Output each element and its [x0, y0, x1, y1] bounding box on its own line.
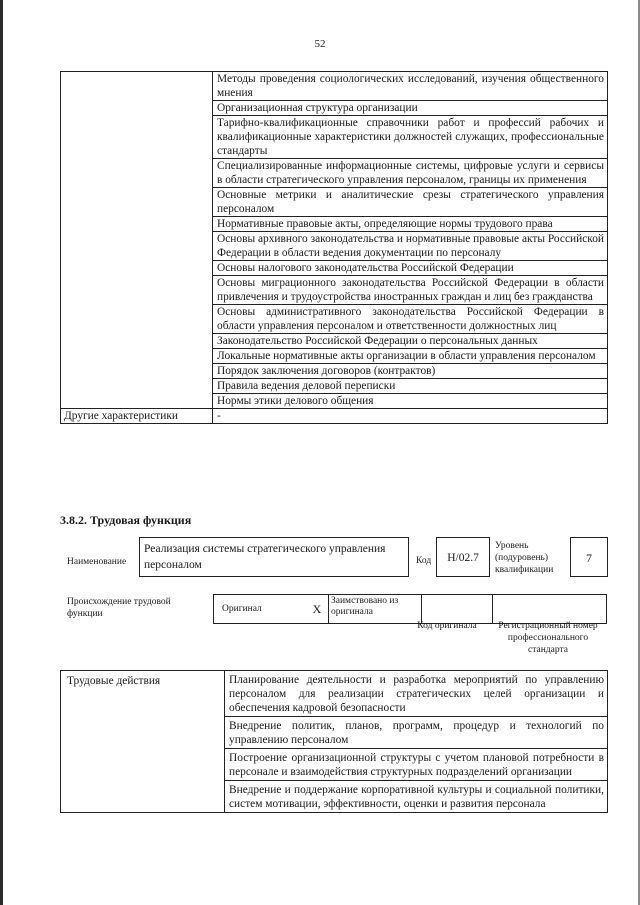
knowledge-item: Методы проведения социологических исследований, изучения общественного мнения	[213, 72, 608, 101]
function-origin-label: Происхождение трудовой функции	[67, 597, 171, 619]
knowledge-item: Порядок заключения договоров (контрактов)	[213, 364, 608, 379]
knowledge-item: Тарифно-квалификационные справочники работ и профессий рабочих и квалификационные характеристики должностей служащих, профессиональные стандарты	[213, 116, 608, 159]
labor-action-item: Внедрение и поддержание корпоративной культуры и социальной политики, систем мотивации, эффективности, оценки и развития персонала	[225, 781, 608, 813]
labor-action-item: Планирование деятельности и разработка мероприятий по управлению персоналом для реализации стратегических целей организации и обеспечения кадровой безопасности	[225, 671, 608, 717]
origin-code-caption: Код оригинала	[417, 621, 477, 631]
origin-original-label: Оригинал	[214, 595, 307, 624]
origin-reg-caption: Регистрационный номер профессионального стандарта	[498, 621, 598, 655]
knowledge-item: Нормативные правовые акты, определяющие нормы трудового права	[213, 217, 608, 232]
table-row	[61, 72, 608, 101]
knowledge-table	[60, 71, 608, 424]
function-code-value: H/02.7	[436, 537, 490, 577]
function-name-value: Реализация системы стратегического управления персоналом	[139, 537, 409, 577]
page-edge-left	[0, 0, 3, 905]
labor-actions-label: Трудовые действия	[61, 671, 225, 813]
page-number: 52	[314, 38, 326, 50]
knowledge-item: Локальные нормативные акты организации в области управления персоналом	[213, 349, 608, 364]
knowledge-item: Правила ведения деловой переписки	[213, 379, 608, 394]
knowledge-label-cell	[61, 72, 213, 409]
knowledge-item: Специализированные информационные системы, цифровые услуги и сервисы в области стратегического управления персоналом, границы их применения	[213, 159, 608, 188]
origin-original-mark: X	[306, 595, 329, 624]
labor-actions-table	[60, 670, 608, 813]
knowledge-item: Нормы этики делового общения	[213, 394, 608, 409]
labor-action-item: Построение организационной структуры с учетом плановой потребности в персонале и взаимодействия структурных подразделений организации	[225, 749, 608, 781]
qualification-level-label: Уровень (подуровень) квалификации	[495, 541, 554, 575]
origin-borrowed-label: Заимствовано из оригинала	[329, 595, 422, 624]
function-name-label: Наименование	[67, 557, 127, 567]
knowledge-item: Организационная структура организации	[213, 101, 608, 116]
knowledge-item: Законодательство Российской Федерации о персональных данных	[213, 334, 608, 349]
labor-action-item: Внедрение политик, планов, программ, процедур и технологий по управлению персоналом	[225, 717, 608, 749]
knowledge-item: Основные метрики и аналитические срезы стратегического управления персоналом	[213, 188, 608, 217]
other-characteristics-value: -	[213, 409, 608, 424]
qualification-level-value: 7	[570, 537, 608, 577]
function-code-label: Код	[416, 556, 432, 566]
knowledge-item: Основы налогового законодательства Российской Федерации	[213, 261, 608, 276]
knowledge-item: Основы миграционного законодательства Российской Федерации в области привлечения и трудоустройства иностранных граждан и лиц без гражданства	[213, 276, 608, 305]
section-heading: 3.8.2. Трудовая функция	[60, 513, 192, 527]
other-characteristics-label: Другие характеристики	[61, 409, 213, 424]
table-row	[61, 671, 608, 717]
table-row	[61, 409, 608, 424]
knowledge-item: Основы архивного законодательства и нормативные правовые акты Российской Федерации в области ведения документации по персоналу	[213, 232, 608, 261]
knowledge-item: Основы административного законодательства Российской Федерации в области управления персоналом и ответственности должностных лиц	[213, 305, 608, 334]
